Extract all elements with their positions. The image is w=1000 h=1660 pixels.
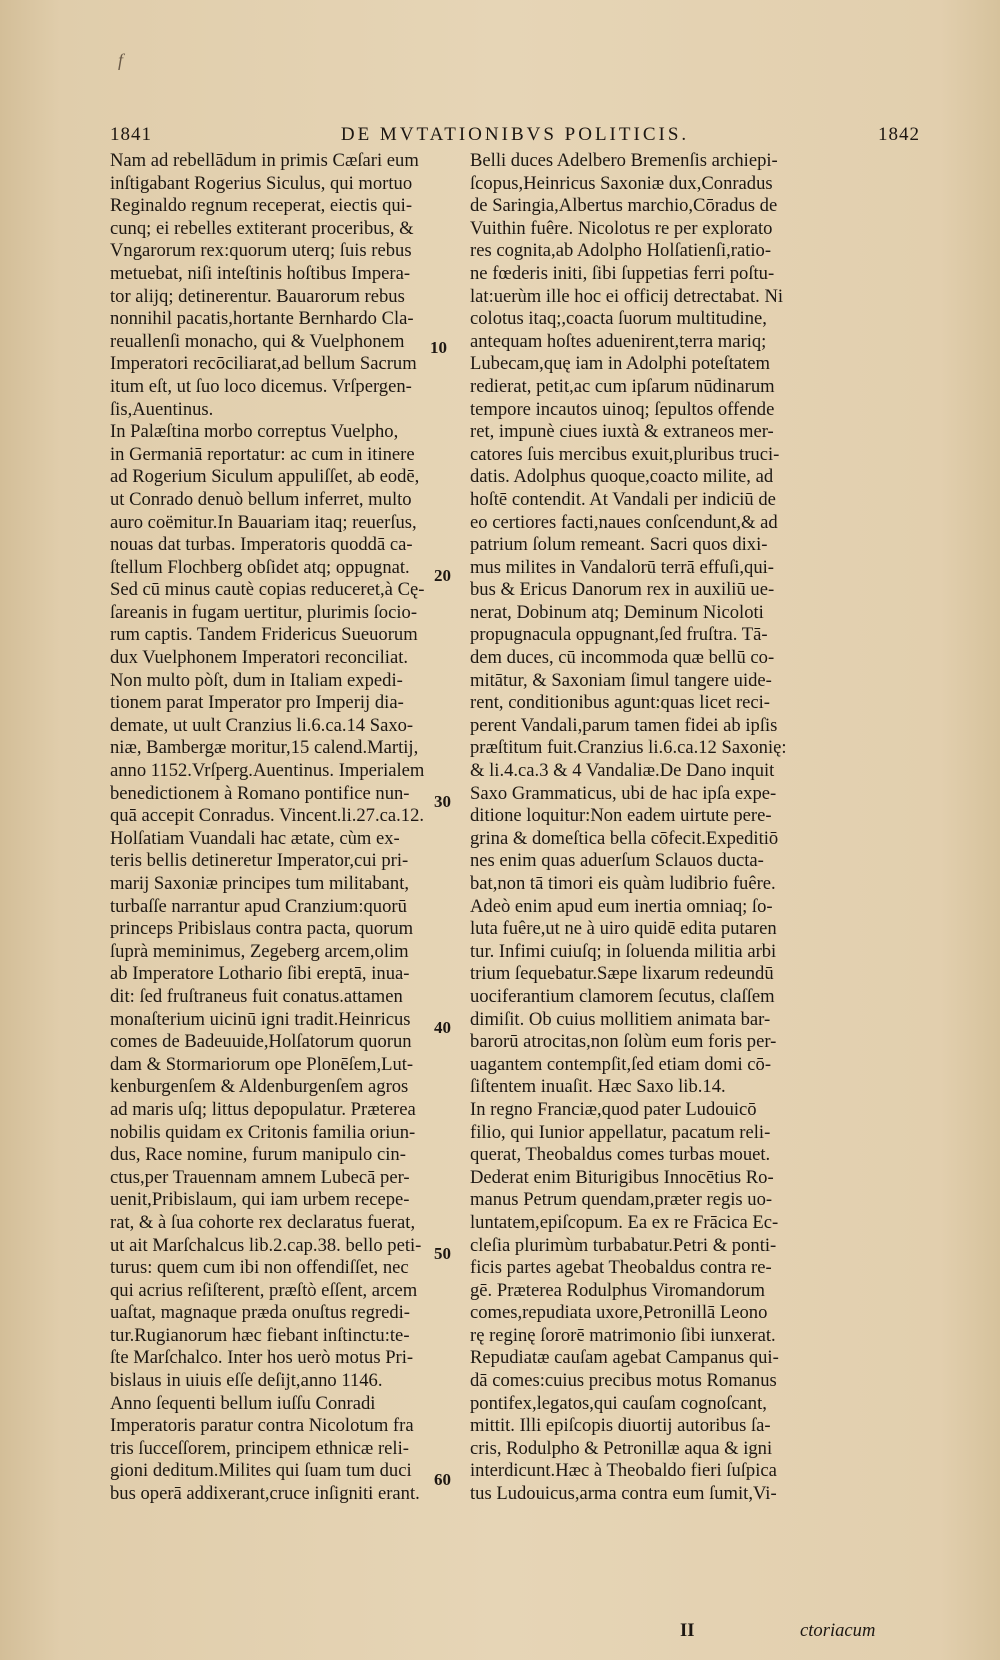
text-line: patrium ſolum remeant. Sacri quos dixi-	[470, 534, 768, 556]
text-line: ſis,Auentinus.	[110, 398, 214, 420]
text-line: tor alijq; detinerentur. Bauarorum rebus	[110, 285, 405, 307]
text-line: Belli duces Adelbero Bremenſis archiepi-	[470, 150, 778, 171]
text-line: Sed cū minus cautè copias reduceret,à Cę-	[110, 579, 425, 601]
text-line: niæ, Bambergæ moritur,15 calend.Martij,	[110, 737, 419, 759]
line-number: 30	[434, 792, 451, 811]
text-line: turbaſſe narrantur apud Cranzium:quorū	[110, 895, 407, 917]
text-line: Repudiatæ cauſam agebat Campanus qui-	[470, 1347, 779, 1369]
text-line: rent, conditionibus agunt:quas licet reci-	[470, 692, 770, 714]
left-column	[110, 150, 464, 1506]
text-line: nonnihil pacatis,hortante Bernhardo Cla-	[110, 308, 414, 330]
text-line: tus Ludouicus,arma contra eum ſumit,Vi-	[470, 1483, 777, 1505]
text-line: antequam hoſtes aduenirent,terra mariq;	[470, 330, 767, 352]
text-line: tur. Infimi cuiuſq; in ſoluenda militia arbi	[470, 940, 777, 962]
text-line: uagantem contempſit,ſed etiam domi cō-	[470, 1053, 772, 1075]
running-title: DE MVTATIONIBVS POLITICIS.	[340, 124, 690, 145]
text-line: propugnacula oppugnant,ſed fruſtra. Tā-	[470, 624, 768, 646]
text-line: dā comes:cuius precibus motus Romanus	[470, 1370, 777, 1392]
text-line: tempore incautos uinoq; ſepultos offende	[470, 398, 775, 420]
text-line: manus Petrum quendam,præter regis uo-	[470, 1189, 773, 1211]
text-line: quā accepit Conradus. Vincent.li.27.ca.12.	[110, 805, 425, 827]
text-line: monaſterium uicinū igni tradit.Heinricus	[110, 1008, 411, 1030]
text-line: dimiſit. Ob cuius mollitiem animata bar-	[470, 1008, 771, 1030]
text-line: mus milites in Vandalorū terrā effuſi,qui-	[470, 556, 774, 578]
text-line: de Saringia,Albertus marchio,Cōradus de	[470, 195, 778, 217]
text-line: qui acrius reſiſterent, præſtò eſſent, arcem	[110, 1279, 418, 1301]
text-line: dus, Race nomine, furum manipulo cin-	[110, 1144, 406, 1166]
text-line: barorū atrocitas,non ſolùm eum foris per-	[470, 1031, 777, 1053]
text-line: dam & Stormariorum ope Plonēſem,Lut-	[110, 1053, 414, 1075]
line-number: 20	[434, 566, 451, 585]
text-line: In Palæſtina morbo correptus Vuelpho,	[110, 421, 399, 443]
text-line: marij Saxoniæ principes tum militabant,	[110, 873, 410, 894]
text-line: tris ſucceſſorem, principem ethnicæ reli-	[110, 1437, 409, 1459]
text-line: Reginaldo regnum receperat, eiectis qui-	[110, 195, 413, 217]
text-line: ſuprà meminimus, Zegeberg arcem,olim	[110, 940, 409, 962]
text-line: Vuithin fuêre. Nicolotus re per explorato	[470, 217, 773, 239]
text-line: in Germaniā reportatur: ac cum in itinere	[110, 443, 415, 465]
text-line: Imperatori recōciliarat,ad bellum Sacrum	[110, 353, 417, 375]
text-line: nes enim quas aduerſum Sclauos ducta-	[470, 850, 764, 872]
text-line: ſtellum Flochberg obſidet atq; oppugnat.	[110, 556, 410, 578]
text-line: cris, Rodulpho & Petronillæ aqua & igni	[470, 1437, 773, 1459]
text-line: catores ſuis mercibus exuit,pluribus truci-	[470, 443, 780, 465]
text-line: ditione loquitur:Non eadem uirtute pere-	[470, 805, 772, 827]
text-line: cunq; ei rebelles extiterant proceribus, &	[110, 217, 414, 239]
text-line: grina & domeſtica bella cōfecit.Expeditiō	[470, 827, 779, 849]
text-line: turus: quem cum ibi non offendiſſet, nec	[110, 1257, 409, 1279]
text-line: filio, qui Iunior appellatur, pacatum reli-	[470, 1121, 771, 1143]
text-line: eo certiores facti,naues conſcendunt,& ad	[470, 511, 778, 533]
page-number-right: 1842	[878, 124, 920, 145]
corner-mark: f	[118, 50, 124, 70]
running-header	[110, 124, 920, 150]
text-line: ut ait Marſchalcus lib.2.cap.38. bello peti-	[110, 1234, 422, 1256]
text-line: hoſtē contendit. At Vandali per indiciū de	[470, 488, 776, 510]
text-line: nouas dat turbas. Imperatoris quoddā ca-	[110, 534, 413, 556]
text-line: ſcopus,Heinricus Saxoniæ dux,Conradus	[470, 172, 773, 194]
text-line: teris bellis detineretur Imperator,cui pri-	[110, 850, 409, 872]
text-line: ctus,per Trauennam amnem Lubecā per-	[110, 1166, 410, 1188]
text-line: Vngarorum rex:quorum uterq; ſuis rebus	[110, 240, 412, 262]
text-line: auro coëmitur.In Bauariam itaq; reuerſus,	[110, 511, 417, 533]
text-line: luta fuêre,ut ne à uiro quidē edita putaren	[470, 918, 777, 940]
text-line: trium ſequebatur.Sæpe lixarum redeundū	[470, 963, 774, 985]
text-line: comes,repudiata uxore,Petronillā Leono	[470, 1302, 768, 1324]
text-line: tionem parat Imperator pro Imperij dia-	[110, 692, 404, 714]
text-line: ut Conrado denuò bellum inferret, multo	[110, 488, 412, 510]
text-line: benedictionem à Romano pontifice nun-	[110, 782, 410, 804]
text-line: Anno ſequenti bellum iuſſu Conradi	[110, 1392, 376, 1414]
right-column	[470, 150, 920, 1506]
catchword: ctoriacum	[800, 1620, 876, 1641]
text-line: anno 1152.Vrſperg.Auentinus. Imperialem	[110, 760, 425, 782]
text-line: nobilis quidam ex Critonis familia oriun-	[110, 1121, 416, 1143]
text-line: rę reginę ſororē matrimonio ſibi iunxerat.	[470, 1324, 776, 1346]
text-line: rum captis. Tandem Fridericus Sueuorum	[110, 624, 418, 646]
text-line: itum eſt, ut ſuo loco dicemus. Vrſpergen-	[110, 375, 412, 397]
text-line: ſte Marſchalco. Inter hos uerò motus Pri-	[110, 1347, 414, 1369]
text-line: In regno Franciæ,quod pater Ludouicō	[470, 1098, 757, 1120]
text-line: interdicunt.Hæc à Theobaldo fieri ſuſpica	[470, 1460, 777, 1482]
text-line: ad Rogerium Siculum appuliſſet, ab eodē,	[110, 466, 420, 488]
text-line: datis. Adolphus quoque,coacto milite, ad	[470, 466, 774, 488]
line-number: 10	[430, 338, 447, 357]
text-line: dem duces, cū incommoda quæ bellū co-	[470, 647, 775, 669]
text-line: mittit. Illi epiſcopis diuortij autoribus ſa-	[470, 1415, 771, 1437]
signature-mark: II	[680, 1620, 695, 1641]
text-line: querat, Theobaldus comes turbas mouet.	[470, 1144, 771, 1166]
text-line: præſtitum fuit.Cranzius li.6.ca.12 Saxonię:	[470, 737, 787, 759]
text-line: bat,non tā timori eis quàm ludibrio fuêre.	[470, 873, 776, 894]
line-number: 60	[434, 1470, 451, 1489]
text-line: gē. Præterea Rodulphus Viromandorum	[470, 1279, 765, 1301]
text-line: bus & Ericus Danorum rex in auxiliū ue-	[470, 579, 775, 601]
text-line: reuallenſi monacho, qui & Vuelphonem	[110, 330, 405, 352]
text-line: Saxo Grammaticus, ubi de hac ipſa expe-	[470, 782, 777, 804]
text-line: ab Imperatore Lothario ſibi ereptā, inua-	[110, 963, 410, 985]
text-line: ſareanis in fugam uertitur, plurimis ſocio-	[110, 601, 418, 623]
text-line: Holſatiam Vuandali hac ætate, cùm ex-	[110, 827, 400, 849]
text-line: mitātur, & Saxoniam ſimul tangere uide-	[470, 669, 772, 691]
text-line: kenburgenſem & Aldenburgenſem agros	[110, 1076, 409, 1098]
text-line: uaſtat, magnaque præda onuſtus regredi-	[110, 1302, 410, 1324]
text-line: ficis partes agebat Theobaldus contra re-	[470, 1257, 772, 1279]
text-line: ret, impunè ciues iuxtà & extraneos mer-	[470, 421, 774, 443]
text-line: inſtigabant Rogerius Siculus, qui mortuo	[110, 172, 413, 194]
text-line: luntatem,epiſcopum. Ea ex re Frācica Ec-	[470, 1211, 779, 1233]
text-line: bislaus in uiuis eſſe deſijt,anno 1146.	[110, 1370, 383, 1392]
text-line: ſiſtentem inuaſit. Hæc Saxo lib.14.	[470, 1076, 726, 1098]
line-number: 40	[434, 1018, 451, 1037]
text-line: dux Vuelphonem Imperatori reconciliat.	[110, 647, 409, 669]
text-line: tur.Rugianorum hæc fiebant inſtinctu:te-	[110, 1324, 410, 1346]
text-line: demate, ut uult Cranzius li.6.ca.14 Saxo-	[110, 714, 414, 736]
text-line: colotus itaq;,coacta ſuorum multitudine,	[470, 308, 767, 330]
line-number: 50	[434, 1244, 451, 1263]
text-line: ad maris uſq; littus depopulatur. Præterea	[110, 1098, 416, 1120]
text-line: princeps Pribislaus contra pacta, quorum	[110, 918, 414, 940]
text-line: uociferantium clamorem ſecutus, claſſem	[470, 985, 775, 1007]
text-line: Dederat enim Biturigibus Innocētius Ro-	[470, 1166, 774, 1188]
text-line: Non multo pòſt, dum in Italiam expedi-	[110, 669, 403, 691]
text-line: dit: ſed fruſtraneus fuit conatus.attamen	[110, 985, 403, 1007]
text-line: bus operā addixerant,cruce inſigniti erant.	[110, 1483, 420, 1505]
page-number-left: 1841	[110, 124, 152, 145]
text-line: ne fœderis initi, ſibi ſuppetias ferri poſtu-	[470, 262, 775, 284]
text-line: metuebat, niſi inteſtinis hoſtibus Impera-	[110, 262, 411, 284]
text-line: rat, & à ſua cohorte rex declaratus fuerat,	[110, 1211, 416, 1233]
text-line: uenit,Pribislaum, qui iam urbem recepe-	[110, 1189, 410, 1211]
text-line: gioni deditum.Milites qui ſuam tum duci	[110, 1460, 412, 1482]
text-line: cleſia plurimùm turbabatur.Petri & ponti-	[470, 1234, 777, 1256]
text-line: res cognita,ab Adolpho Holſatienſi,ratio-	[470, 240, 772, 262]
text-line: perent Vandali,parum tamen fidei ab ipſis	[470, 714, 778, 736]
text-line: lat:uerùm ille hoc ei officij detrectabat. Ni	[470, 285, 784, 307]
text-line: Nam ad rebellādum in primis Cæſari eum	[110, 150, 419, 171]
text-line: pontifex,legatos,qui cauſam cognoſcant,	[470, 1392, 767, 1414]
text-line: Imperatoris paratur contra Nicolotum fra	[110, 1415, 414, 1437]
text-line: comes de Badeuuide,Holſatorum quorun	[110, 1031, 412, 1053]
text-line: Adeò enim apud eum inertia omniaq; ſo-	[470, 895, 773, 917]
text-line: nerat, Dobinum atq; Deminum Nicoloti	[470, 601, 764, 623]
text-line: redierat, petit,ac cum ipſarum nūdinarum	[470, 375, 775, 397]
text-line: Lubecam,quę iam in Adolphi poteſtatem	[470, 353, 771, 375]
text-line: & li.4.ca.3 & 4 Vandaliæ.De Dano inquit	[470, 760, 775, 782]
